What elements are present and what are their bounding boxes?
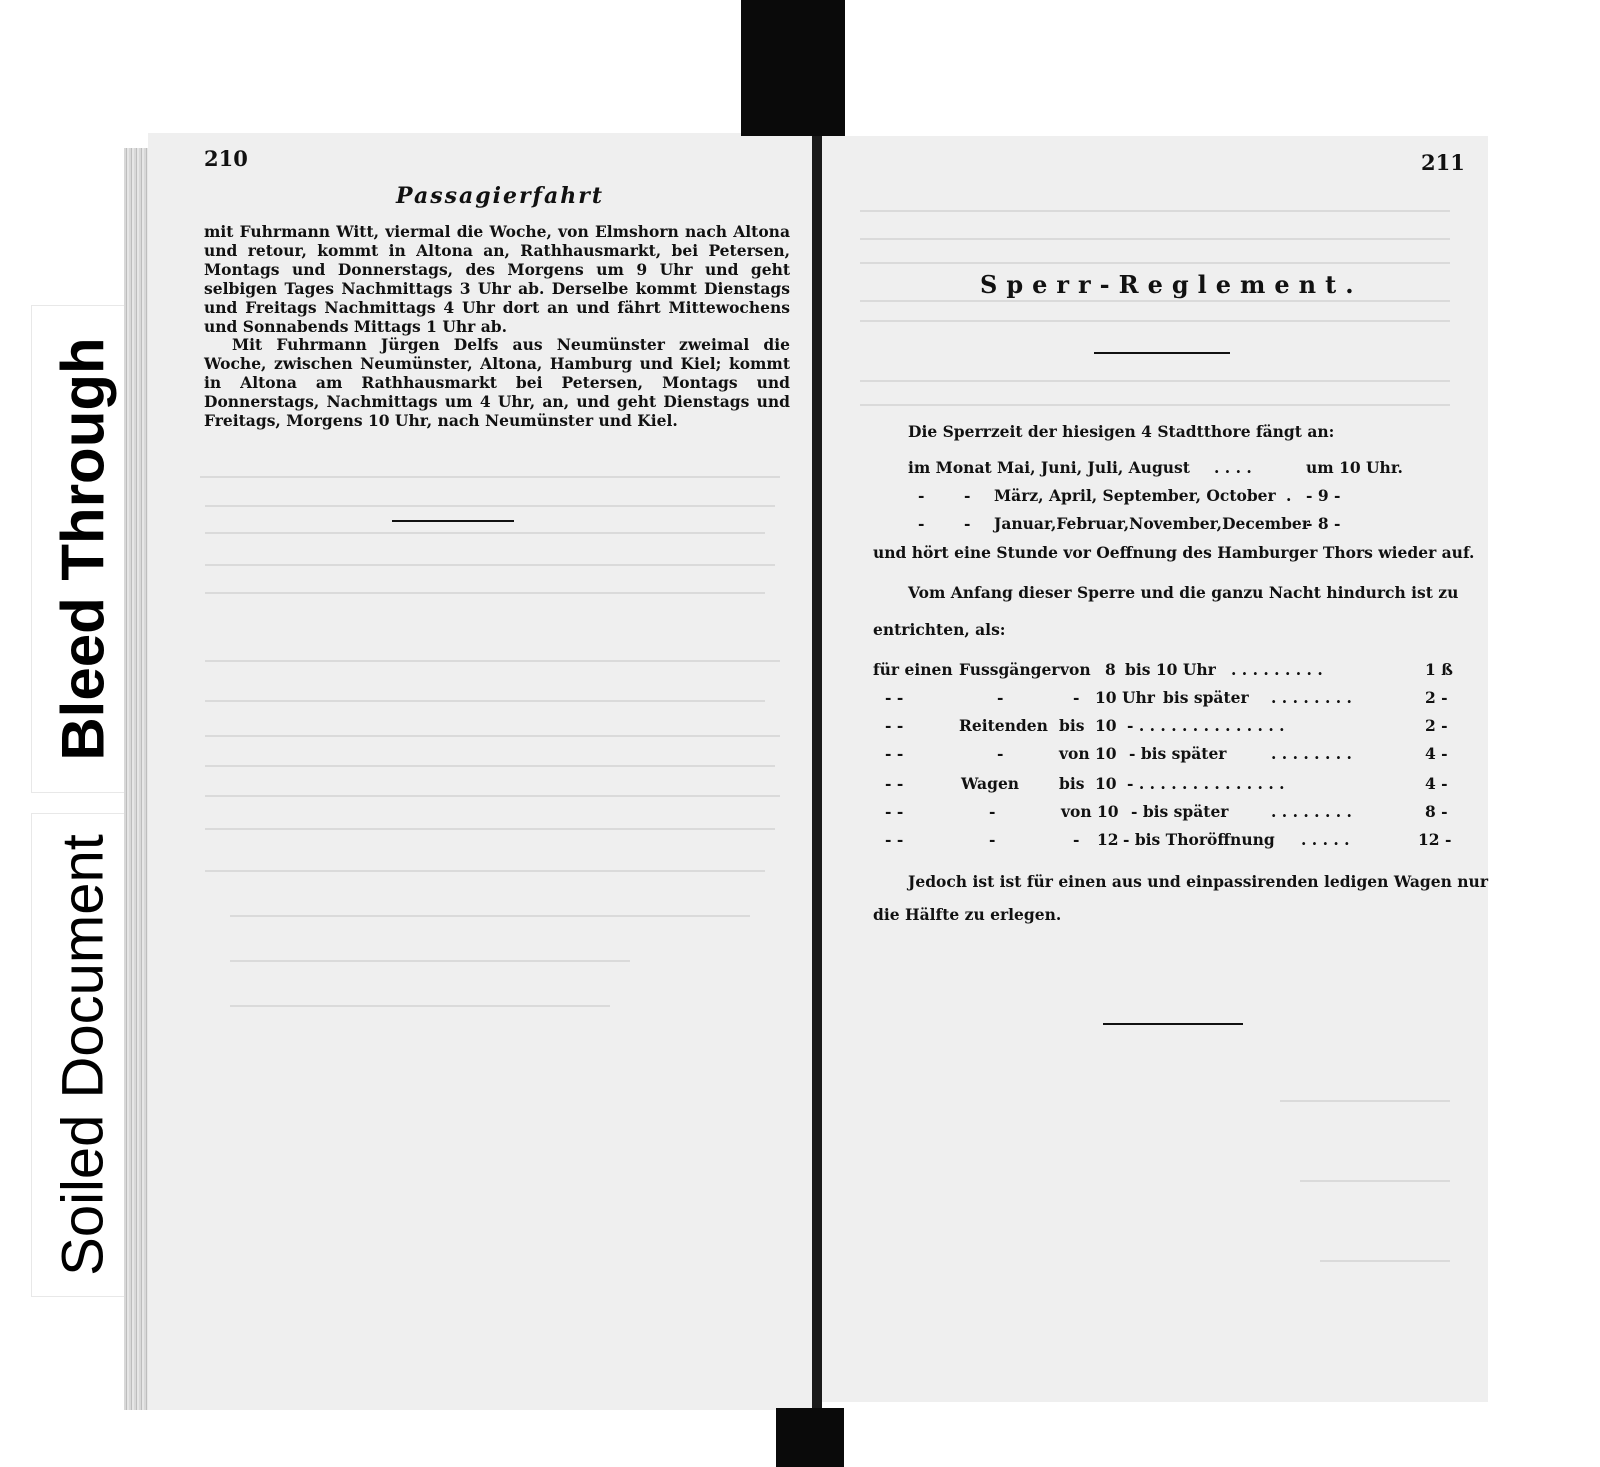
fee-row-subject: - - <box>885 716 904 735</box>
fee-row-subject: - - <box>885 744 904 763</box>
bleed-through-label-text: Bleed Through <box>49 337 117 761</box>
fee-row-preposition: - <box>1073 830 1080 849</box>
fee-row-dots: . . . . . . . . <box>1271 744 1352 763</box>
fee-row-subject: - - <box>885 774 904 793</box>
soiled-document-label <box>32 814 134 1296</box>
fee-row-category: - <box>997 688 1004 707</box>
fee-row-until: - bis Thoröffnung <box>1123 830 1275 849</box>
right-page-title: Sperr-Reglement. <box>980 270 1363 299</box>
months-row-time: - 8 - <box>1306 514 1341 533</box>
fee-row-until: bis 10 Uhr <box>1125 660 1216 679</box>
left-page-title: Passagierfahrt <box>396 183 605 209</box>
paragraph-delfs: Mit Fuhrmann Jürgen Delfs aus Neumünster zweimal die Woche, zwischen Neumünster, Altona, Hamburg und Kiel; kommt in Altona am Rathhausmarkt bei Petersen, Montags und Donnerstags, Nachmittags um 4 Uhr, an, und geht Dienstags und Freitags, Morgens 10 Uhr, nach Neumünster und Kiel. <box>204 335 790 430</box>
months-row <box>908 514 1428 536</box>
fee-row-from: 10 <box>1095 774 1117 793</box>
fee-row-dots: . . . . . . . . <box>1271 802 1352 821</box>
months-row-ditto-2: - <box>964 486 971 505</box>
months-row-ditto-2: - <box>964 514 971 533</box>
fee-row <box>873 688 1463 710</box>
fee-row-preposition: - <box>1073 688 1080 707</box>
fee-row-amount: 4 - <box>1425 744 1448 763</box>
months-row <box>908 486 1428 508</box>
closing-note-line-2: die Hälfte zu erlegen. <box>873 905 1062 924</box>
fee-row-dots: . . . . . . . . . <box>1231 660 1323 679</box>
fee-row <box>873 744 1463 766</box>
right-page <box>820 136 1488 1402</box>
sperrzeit-intro: Die Sperrzeit der hiesigen 4 Stadtthore fängt an: <box>908 422 1335 441</box>
fee-row-until: - bis später <box>1129 744 1227 763</box>
fee-row <box>873 830 1463 852</box>
page-number-right: 211 <box>1421 150 1465 175</box>
fee-row-from: 12 <box>1097 830 1119 849</box>
fee-row-amount: 8 - <box>1425 802 1448 821</box>
fee-row-preposition: bis <box>1059 716 1085 735</box>
months-row-dots: . . . . <box>1214 458 1252 477</box>
fee-row-until: - bis später <box>1131 802 1229 821</box>
fee-row-from: 10 Uhr <box>1095 688 1155 707</box>
fee-row-dots: . . . . . <box>1301 830 1350 849</box>
bookmark-ribbon-top <box>741 0 845 136</box>
months-row-time: um 10 Uhr. <box>1306 458 1403 477</box>
fee-row-subject: - - <box>885 802 904 821</box>
divider-rule-left <box>392 520 514 522</box>
fee-row-amount: 2 - <box>1425 688 1448 707</box>
fee-row-category: - <box>997 744 1004 763</box>
fee-row-category: - <box>989 830 996 849</box>
months-row-dots: . <box>1286 486 1292 505</box>
closing-note-line-1: Jedoch ist ist für einen aus und einpassirenden ledigen Wagen nur <box>908 872 1488 891</box>
fee-row-amount: 2 - <box>1425 716 1448 735</box>
fee-row <box>873 802 1463 824</box>
fee-row-preposition: von <box>1061 802 1092 821</box>
months-row-months: Januar,Februar,November,December <box>994 514 1310 533</box>
months-row-time: - 9 - <box>1306 486 1341 505</box>
fee-row-dots: - . . . . . . . . . . . . . . <box>1127 774 1285 793</box>
fee-row-subject: - - <box>885 830 904 849</box>
fee-row-category: Wagen <box>961 774 1020 793</box>
fee-intro-text: Vom Anfang dieser Sperre und die ganzu Nacht hindurch ist zu <box>908 583 1459 602</box>
paragraph-witt: mit Fuhrmann Witt, viermal die Woche, von Elmshorn nach Altona und retour, kommt in Altona an, Rathhausmarkt, bei Petersen, Montags und Donnerstags, des Morgens um 9 Uhr und geht selbigen Tages Nachmittags 3 Uhr ab. Derselbe kommt Dienstags und Freitags Nachmittags 4 Uhr dort an und fährt Mittewochens und Sonnabends Mittags 1 Uhr ab. <box>204 222 790 336</box>
fee-intro-continuation: entrichten, als: <box>873 620 1006 639</box>
fee-row-from: 10 <box>1097 802 1119 821</box>
fee-row-amount: 12 - <box>1418 830 1452 849</box>
fee-row-subject: für einen <box>873 660 953 679</box>
page-number-left: 210 <box>204 146 248 171</box>
bleed-through-label <box>32 306 134 792</box>
months-row <box>908 458 1428 480</box>
fee-row-from: 10 <box>1095 744 1117 763</box>
fee-row-dots: . . . . . . . . <box>1271 688 1352 707</box>
soiled-document-label-text: Soiled Document <box>50 834 116 1276</box>
fee-row-preposition: bis <box>1059 774 1085 793</box>
fee-row-preposition: von <box>1059 744 1090 763</box>
fee-row-from: 10 <box>1095 716 1117 735</box>
book-gutter <box>812 130 822 1410</box>
months-row-ditto-1: - <box>918 486 925 505</box>
sperrzeit-end-text: und hört eine Stunde vor Oeffnung des Hamburger Thors wieder auf. <box>873 543 1475 562</box>
fee-row-category: Reitenden <box>959 716 1048 735</box>
fee-row-until: bis später <box>1163 688 1249 707</box>
fee-row-preposition: von <box>1060 660 1091 679</box>
fee-row <box>873 774 1463 796</box>
fee-row-subject: - - <box>885 688 904 707</box>
months-row-months: März, April, September, October <box>994 486 1276 505</box>
fee-row-amount: 1 ß <box>1425 660 1453 679</box>
divider-rule-right-bottom <box>1103 1023 1243 1025</box>
fee-row-from: 8 <box>1105 660 1116 679</box>
fee-row-category: Fussgänger <box>959 660 1060 679</box>
fee-row-amount: 4 - <box>1425 774 1448 793</box>
divider-rule-right-top <box>1094 352 1230 354</box>
months-row-months: im Monat Mai, Juni, Juli, August <box>908 458 1190 477</box>
fee-row <box>873 660 1463 682</box>
fee-row-dots: - . . . . . . . . . . . . . . <box>1127 716 1285 735</box>
fee-row-category: - <box>989 802 996 821</box>
months-row-ditto-1: - <box>918 514 925 533</box>
fee-row <box>873 716 1463 738</box>
bookmark-ribbon-bottom <box>776 1408 844 1467</box>
